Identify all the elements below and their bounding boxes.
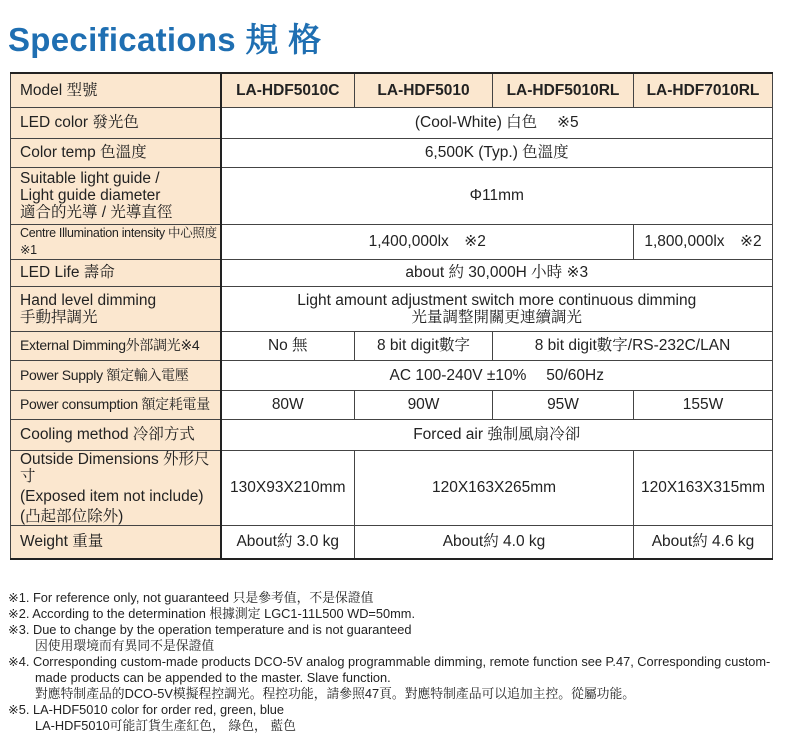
page-title: Specifications 規 格 (8, 21, 322, 58)
color-temp-value: 6,500K (Typ.) 色溫度 (221, 138, 773, 167)
light-guide-label-line-2: Light guide diameter (20, 187, 161, 204)
light-guide-label-line-1: Suitable light guide / (20, 170, 160, 187)
table-row-power-supply (11, 360, 773, 390)
led-life-value: about 約 30,000H 小時 ※3 (221, 259, 773, 286)
table-row-light-guide (11, 167, 773, 224)
row-label-led-color: LED color 發光色 (11, 107, 221, 138)
external-dimming-value-2: 8 bit digit數字 (355, 331, 493, 360)
table-row-weight (11, 525, 773, 559)
dimensions-value-1: 130X93X210mm (221, 450, 355, 525)
footnote-4: ※4. Corresponding custom-made products DCO-5V analog programmable dimming, remote function see P.47, Corresponding custom-made products can be appended to the master. Slave function. (8, 654, 771, 685)
power-supply-value: AC 100-240V ±10% 50/60Hz (221, 360, 773, 390)
table-row-led-life (11, 259, 773, 286)
row-label-power-supply: Power Supply 額定輸入電壓 (11, 360, 221, 390)
table-row-color-temp (11, 138, 773, 167)
dimensions-value-2: 120X163X265mm (355, 450, 634, 525)
footnote-1: ※1. For reference only, not guaranteed 只是參考值，不是保證值 (8, 590, 374, 605)
hand-dimming-label-line-2: 手動捍調光 (20, 308, 98, 326)
table-row-led-color (11, 107, 773, 138)
light-guide-value: Φ11mm (221, 167, 773, 224)
footnotes (8, 590, 786, 734)
row-label-led-life: LED Life 壽命 (11, 259, 221, 286)
footnote-5: ※5. LA-HDF5010 color for order red, green, blue (8, 702, 285, 717)
cooling-value: Forced air 強制風扇冷卻 (221, 419, 773, 450)
power-consumption-value-4: 155W (634, 390, 773, 419)
hand-dimming-label-line-1: Hand level dimming (20, 291, 157, 309)
external-dimming-value-3: 8 bit digit數字/RS-232C/LAN (493, 331, 773, 360)
table-row-dimensions (11, 450, 773, 525)
dimensions-label-line-3: (凸起部位除外) (20, 507, 124, 525)
centre-illumination-value-a: 1,400,000lx ※2 (221, 224, 634, 259)
table-row-model (11, 73, 773, 107)
hand-dimming-value-line-1: Light amount adjustment switch more continuous dimming (297, 291, 697, 309)
led-color-value: (Cool-White) 白色 ※5 (221, 107, 773, 138)
row-label-hand-dimming (11, 286, 221, 331)
hand-dimming-value-line-2: 光量調整開關更連續調光 (411, 308, 582, 326)
row-label-light-guide (11, 167, 221, 224)
light-guide-label-line-3: 適合的光導 / 光導直徑 (20, 204, 173, 221)
model-header-1: LA-HDF5010C (221, 73, 355, 107)
footnote-2: ※2. According to the determination 根據測定 LGC1-11L500 WD=50mm. (8, 606, 416, 621)
footnote-5-chinese: LA-HDF5010可能訂貨生產紅色， 綠色， 藍色 (35, 718, 296, 733)
model-header-2: LA-HDF5010 (355, 73, 493, 107)
row-label-power-consumption: Power consumption 額定耗電量 (11, 390, 221, 419)
row-label-dimensions (11, 450, 221, 525)
specifications-table (10, 72, 773, 560)
table-row-external-dimming (11, 331, 773, 360)
dimensions-label-line-2: (Exposed item not include) (20, 487, 204, 505)
row-label-weight: Weight 重量 (11, 525, 221, 559)
table-row-power-consumption (11, 390, 773, 419)
table-row-hand-dimming (11, 286, 773, 331)
weight-value-1: About約 3.0 kg (221, 525, 355, 559)
table-row-cooling (11, 419, 773, 450)
footnote-3-chinese: 因使用環境而有異同不是保證值 (35, 638, 215, 653)
centre-illumination-value-b: 1,800,000lx ※2 (634, 224, 773, 259)
row-label-external-dimming: External Dimming外部調光※4 (11, 331, 221, 360)
hand-dimming-value (221, 286, 773, 331)
row-label-centre-illumination: Centre Illumination intensity 中心照度 ※1 (11, 224, 221, 259)
row-label-cooling: Cooling method 冷卻方式 (11, 419, 221, 450)
weight-value-3: About約 4.6 kg (634, 525, 773, 559)
power-consumption-value-1: 80W (221, 390, 355, 419)
row-label-color-temp: Color temp 色溫度 (11, 138, 221, 167)
row-label-model: Model 型號 (11, 73, 221, 107)
dimensions-value-3: 120X163X315mm (634, 450, 773, 525)
power-consumption-value-2: 90W (355, 390, 493, 419)
table-row-centre-illumination (11, 224, 773, 259)
model-header-3: LA-HDF5010RL (493, 73, 634, 107)
dimensions-label-line-1: Outside Dimensions 外形尺寸 (20, 450, 210, 485)
model-header-4: LA-HDF7010RL (634, 73, 773, 107)
external-dimming-value-1: No 無 (221, 331, 355, 360)
footnote-4-chinese: 對應特制產品的DCO-5V模擬程控調光。程控功能，請參照47頁。對應特制產品可以追加主控。從屬功能。 (35, 686, 636, 701)
weight-value-2: About約 4.0 kg (355, 525, 634, 559)
footnote-3: ※3. Due to change by the operation temperature and is not guaranteed (8, 622, 412, 637)
power-consumption-value-3: 95W (493, 390, 634, 419)
